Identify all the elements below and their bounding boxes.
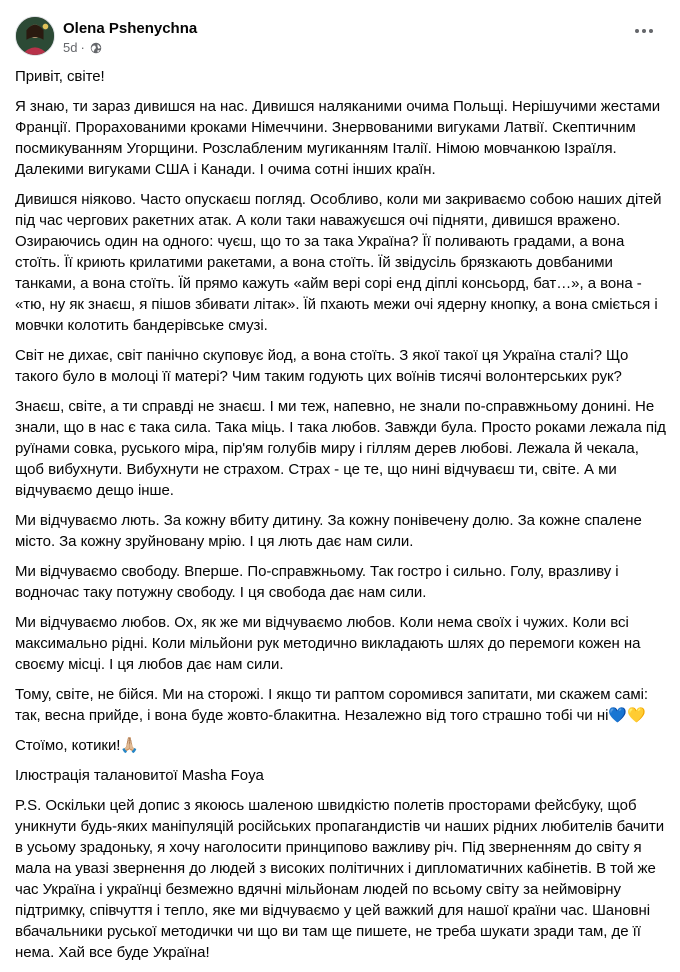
globe-icon[interactable] bbox=[90, 42, 102, 54]
paragraph: Ми відчуваємо любов. Ох, як же ми відчуваємо любов. Коли нема своїх і чужих. Коли всі максимально рідні. Коли мільйони рук методично викладають шлях до перемоги кожен на своєму місці. І ця любов дає нам сили. bbox=[15, 614, 641, 673]
paragraph: Ми відчуваємо лють. За кожну вбиту дитину. За кожну понівечену долю. За кожне спалене місто. За кожну зруйновану мрію. І ця лють дає нам сили. bbox=[15, 512, 642, 550]
post-body bbox=[15, 66, 667, 972]
post-time[interactable]: 5d bbox=[63, 40, 78, 55]
paragraph-greeting: Привіт, світе! bbox=[15, 68, 105, 85]
more-options-icon[interactable] bbox=[632, 24, 656, 38]
paragraph: Тому, світе, не бійся. Ми на сторожі. І якщо ти раптом соромився запитати, ми скажем самі: так, весна прийде, і вона буде жовто-блакитна. Незалежно від того страшно тобі чи ні💙💛 bbox=[15, 686, 649, 724]
paragraph: Світ не дихає, світ панічно скуповує йод, а вона стоїть. З якої такої ця Україна сталі? Що такого було в молоці її матері? Чим таким годують цих воїнів тисячі волонтерських рук? bbox=[15, 347, 629, 385]
author-name[interactable]: Olena Pshenychna bbox=[63, 20, 198, 37]
paragraph: Стоїмо, котики!🙏🏼 bbox=[15, 737, 140, 754]
paragraph: Знаєш, світе, а ти справді не знаєш. І ми теж, напевно, не знали по-справжньому донині. Не знали, що в нас є така сила. Така міць. І така любов. Завжди була. Просто роками лежала під руїнами совка, руського міра, пір'ям голубів миру і гіллям дерев любові. Лежала й чекала, щоб вибухнути. Вибухнути не страхом. Страх - це те, що нині відчуваєш ти, світе. А ми відчуваємо дещо інше. bbox=[15, 398, 666, 499]
paragraph-ps: P.S. Оскільки цей допис з якоюсь шаленою швидкістю полетів просторами фейсбуку, щоб уникнути будь-яких маніпуляцій російських пропагандистів чи наших рідних любителів бачити в усьому зрадоньку, я хочу наголосити принципово важливу річ. Під зверненням до світу я мала на увазі звернення до людей з високих політичних і дипломатичних кабінетів. В той же час Україна і українці безмежно вдячні мільйонам людей по всьому світу за неймовірну підтримку, співчуття і тепло, яке ми відчуваємо у цей важкий для нашої країни час. Шановні вбачальники руської методички чи що ви там ще пишете, не треба шукати зради там, де її нема. Хай все буде Україна! bbox=[15, 797, 665, 961]
paragraph-credit: Ілюстрація талановитої Masha Foya bbox=[15, 767, 264, 784]
avatar-image bbox=[16, 17, 54, 55]
paragraph: Дивишся ніяково. Часто опускаєш погляд. Особливо, коли ми закриваємо собою наших дітей під час чергових ракетних атак. А коли таки наважуєшся очі підняти, дивишся вражено. Озираючись один на одного: чуєш, що то за така Україна? Її поливають градами, а вона стоїть. Її криють крилатими ракетами, а вона стоїть. Їй звідусіль брязкають довбаними танками, а вона стоїть. Їй прямо кажуть «айм вері сорі енд діплі консьорд, бат…», а вона - «тю, ну як знаєш, я пішов збивати літак». Їй пхають межи очі ядерну кнопку, а вона сміється і мовчки колотить бандерівське смузі. bbox=[15, 191, 662, 334]
meta-separator: · bbox=[80, 40, 85, 55]
post-header bbox=[0, 0, 680, 66]
author-avatar[interactable] bbox=[15, 16, 55, 56]
paragraph: Я знаю, ти зараз дивишся на нас. Дивишся наляканими очима Польщі. Нерішучими жестами Франції. Прорахованими кроками Німеччини. Знервованими вигуками Латвії. Скептичним посмикуванням Угорщини. Розслабленим мугиканням Італії. Німою мовчанкою Ізраїля. Далекими вигуками США і Канади. І очима сотні інших країн. bbox=[15, 98, 661, 178]
paragraph: Ми відчуваємо свободу. Вперше. По-справжньому. Так гостро і сильно. Голу, вразливу і водночас таку потужну свободу. І ця свобода дає нам сили. bbox=[15, 563, 619, 601]
post-meta bbox=[63, 40, 102, 55]
